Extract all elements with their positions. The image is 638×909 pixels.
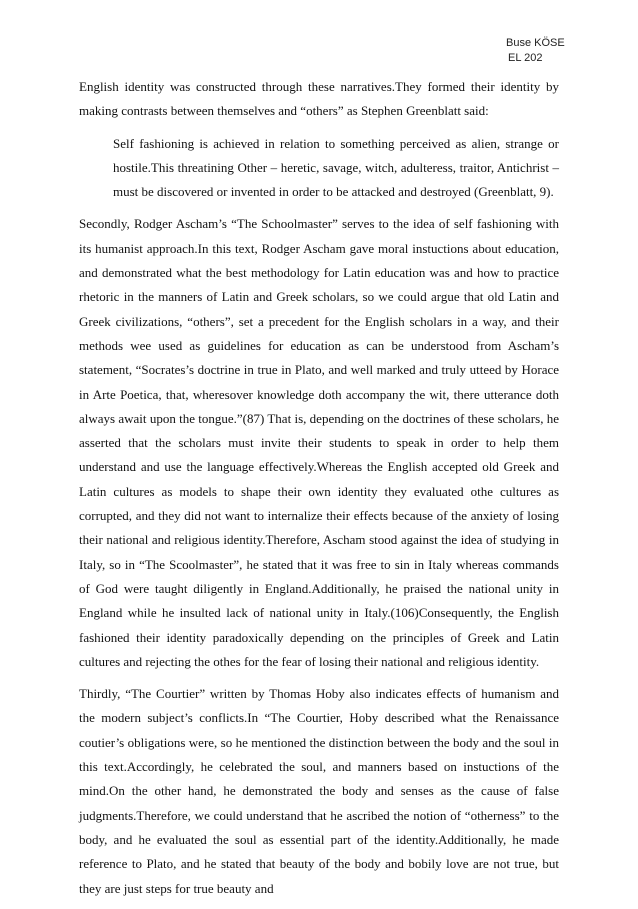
- paragraph-intro: English identity was constructed through these narratives.They formed their identity by making contrasts between themselves and “others” as Stephen Greenblatt said:: [79, 79, 559, 119]
- author-name: Buse KÖSE: [506, 37, 565, 49]
- paragraph-schoolmaster: Secondly, Rodger Ascham’s “The Schoolmaster” serves to the idea of self fashioning with its humanist approach.In this text, Rodger Ascham gave moral instuctions about education, and demonstrated what the best methodology for Latin education was and how to practice rhetoric in the manners of Latin and Greek scholars, so we could argue that old Latin and Greek civilizations, “others”, set a precedent for the English scholars in a way, and their methods wee used as guidelines for education as can be understood from Ascham’s statement, “Socrates’s doctrine in true in Plato, and well marked and truly utteed by Horace in Arte Poetica, that, wheresover knowledge doth accompany the wit, there utterance doth always await upon the tongue.”(87) That is, depending on the doctrines of these scholars, he asserted that the scholars must invite their students to speak in order to help them understand and use the language effectively.Whereas the English accepted old Greek and Latin cultures as models to shape their own identity they evaluated othe cultures as corrupted, and they did not want to internalize their effects because of the anxiety of losing their national and religious identity.Therefore, Ascham stood against the idea of studying in Italy, so in “The Scoolmaster”, he stated that it was free to sin in Italy whereas commands of God were taught diligently in England.Additionally, he praised the national unity in England while he insulted lack of national unity in Italy.(106)Consequently, the English fashioned their identity paradoxically depending on the principles of Greek and Latin cultures and rejecting the othes for the fear of losing their national and religious identity.: [79, 216, 559, 669]
- page-header: [506, 36, 565, 66]
- document-body: [79, 75, 559, 909]
- block-quote: Self fashioning is achieved in relation to something perceived as alien, strange or hostile.This threatining Other – heretic, savage, witch, adulteress, traitor, Antichrist – must be discovered or invented in order to be attacked and destroyed (Greenblatt, 9).: [113, 135, 559, 200]
- course-code: EL 202: [508, 52, 543, 64]
- paragraph-courtier: Thirdly, “The Courtier” written by Thomas Hoby also indicates effects of humanism and the modern subject’s conflicts.In “The Courtier, Hoby described what the Renaissance coutier’s obligations were, so he mentioned the distinction between the body and the soul in this text.Accordingly, he celebrated the soul, and manners based on instuctions of the mind.On the other hand, he demonstrated the body and senses as the cause of false judgments.Therefore, we could understand that he ascribed the notion of “otherness” to the body, and he evaluated the soul as essential part of the identity.Additionally, he made reference to Plato, and he stated that beauty of the body and bobily love are not true, but they are just steps for true beauty and: [79, 686, 559, 896]
